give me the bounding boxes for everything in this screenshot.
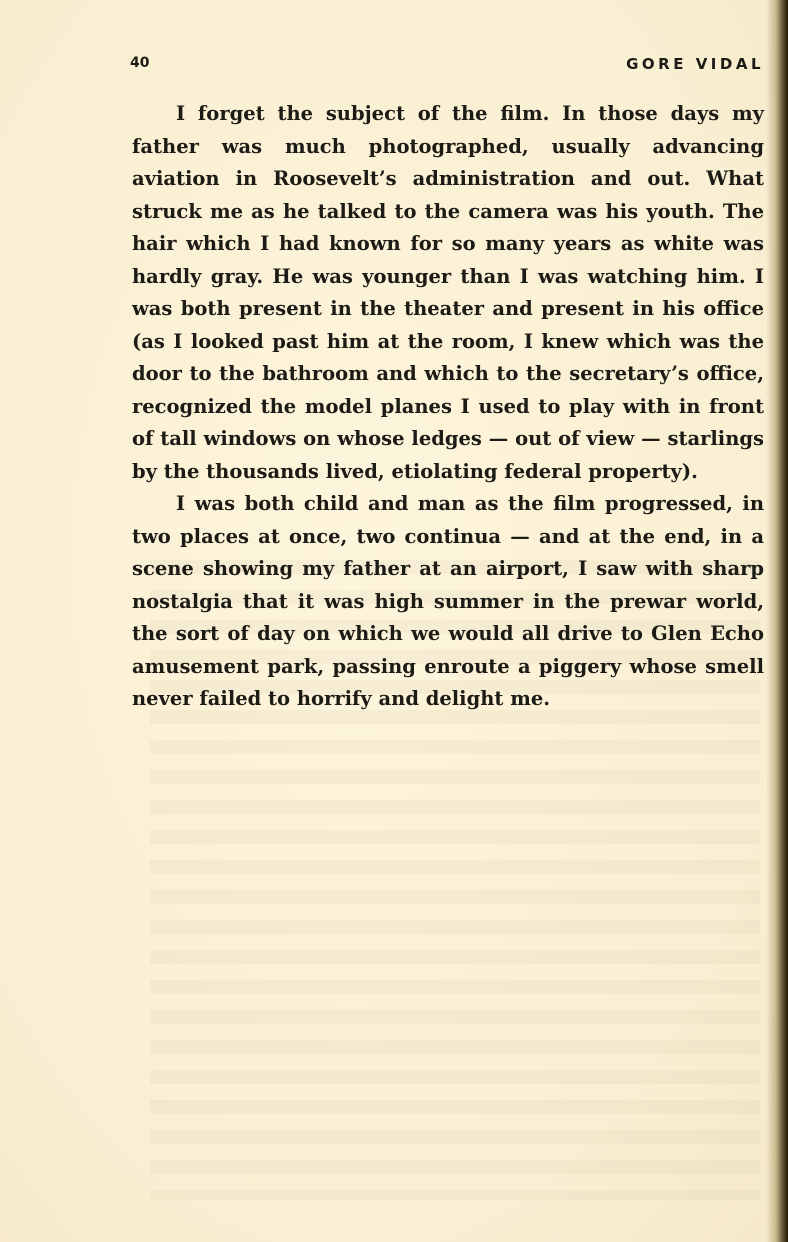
paragraph: I forget the subject of the film. In those days my father was much photographed, usually advancing aviation in Roosevelt’s administration and out. What struck me as he talked to the camera was his youth. The hair which I had known for so many years as white was hardly gray. He was younger than I was watching him. I was both present in the theater and present in his office (as I looked past him at the room, I knew which was the door to the bathroom and which to the secretary’s office, recognized the model planes I used to play with in front of tall windows on whose ledges — out of view — starlings by the thousands lived, etiolating federal property). [132,102,764,483]
body-text [132,98,764,716]
page-header [130,55,764,79]
paragraph: I was both child and man as the film progressed, in two places at once, two continua — and at the end, in a scene showing my father at an airport, I saw with sharp nostalgia that it was high summer in the prewar world, the sort of day on which we would all drive to Glen Echo amusement park, passing enroute a piggery whose smell never failed to horrify and delight me. [132,492,764,710]
running-head: GORE VIDAL [626,55,764,73]
page-number: 40 [130,55,150,71]
page-edge-shadow [766,0,788,1242]
